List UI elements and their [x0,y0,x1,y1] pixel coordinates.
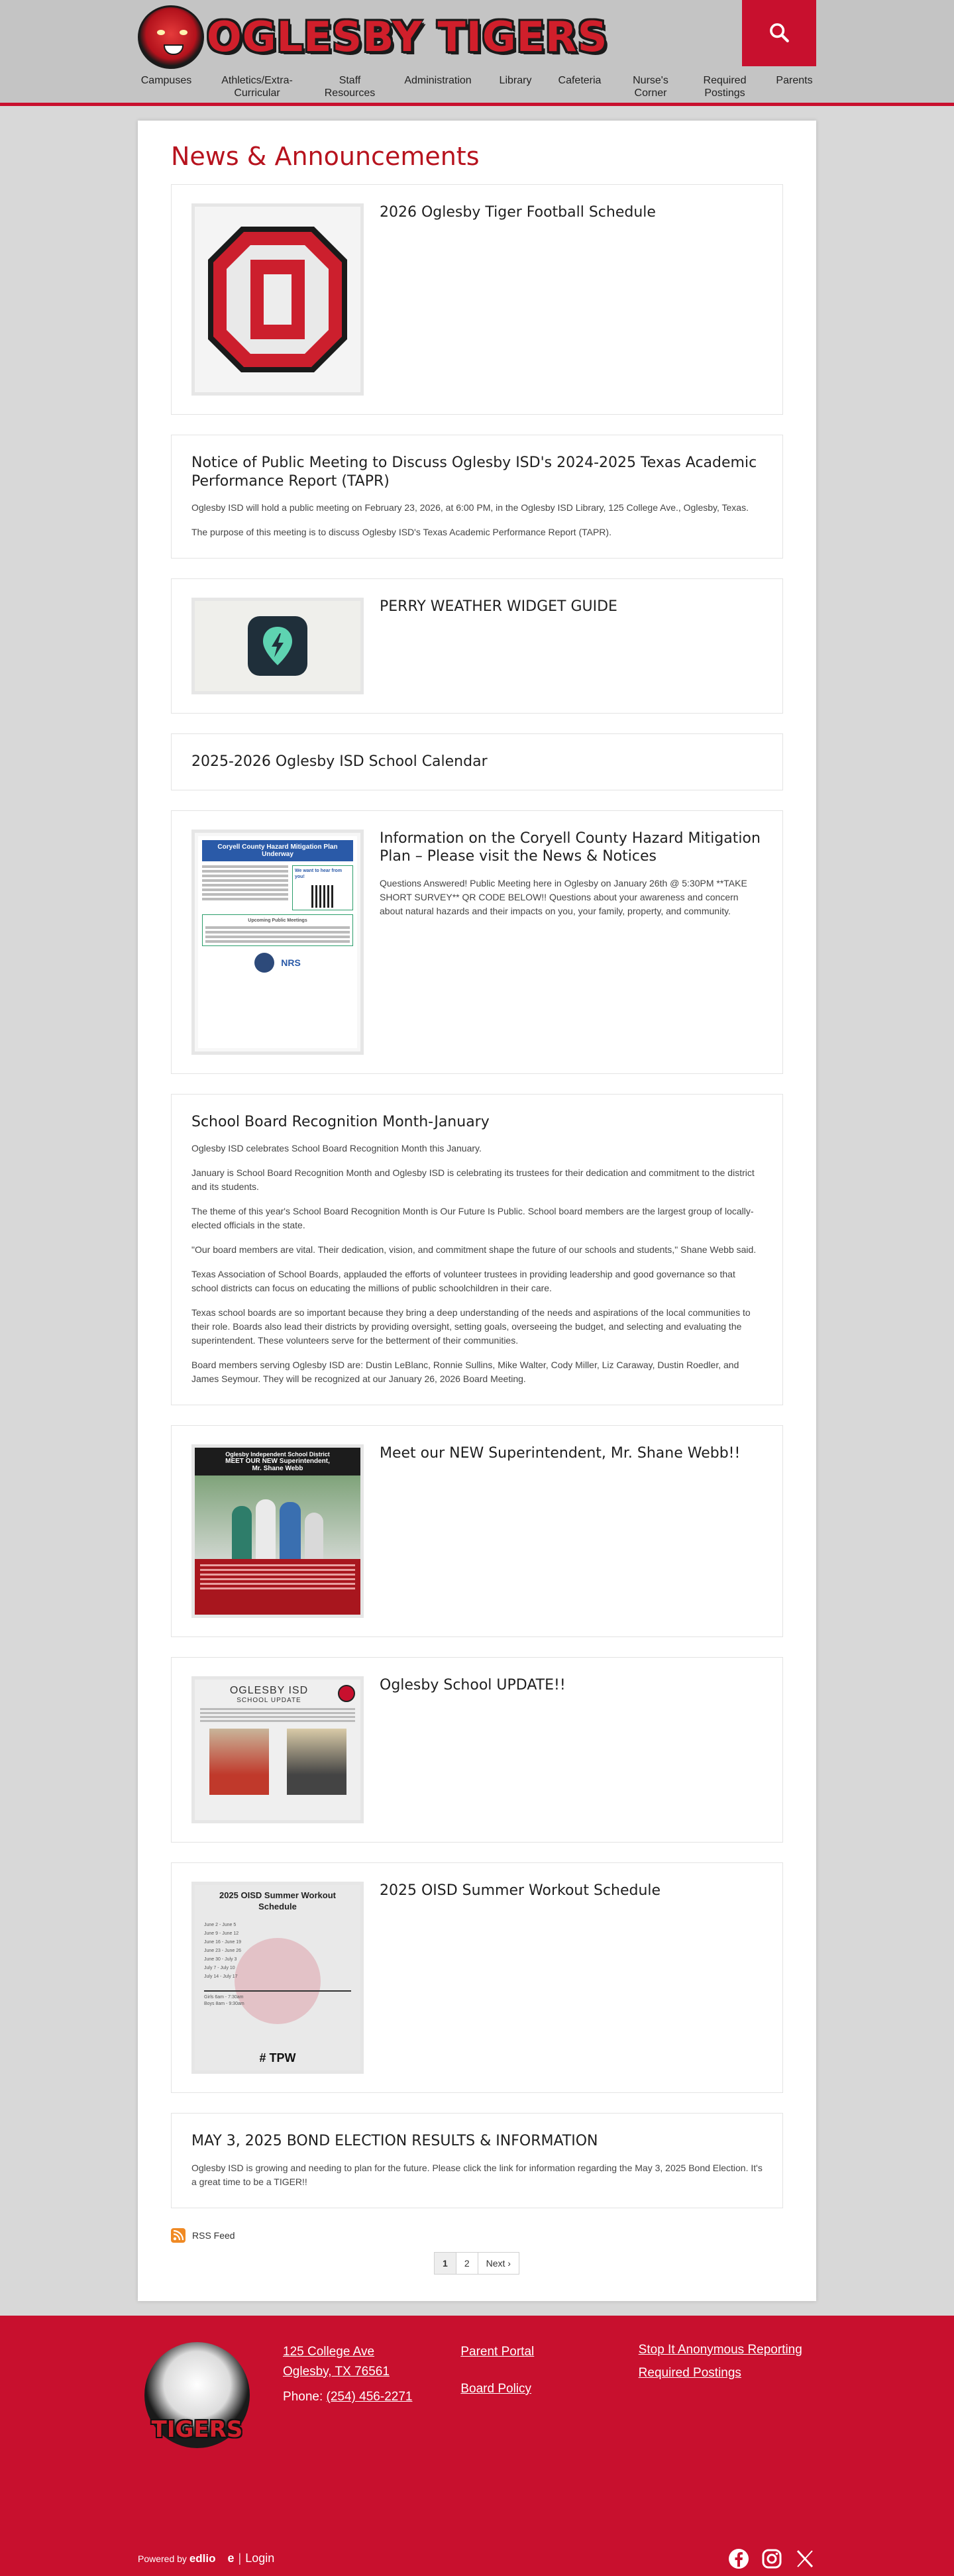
social-links [727,2548,816,2570]
edlio-brand: edlio [189,2551,216,2565]
news-paragraph: Questions Answered! Public Meeting here in Oglesby on January 26th @ 5:30PM **TAKE SHORT SURVEY** QR CODE BELOW!! Questions about your awareness and concern about natural hazards and their impacts on you, your family, property, and community. [380,877,747,916]
news-thumbnail[interactable] [191,203,364,396]
edlio-e-icon: e [227,2551,235,2565]
nav-campuses[interactable]: Campuses [140,75,192,86]
news-paragraph: The theme of this year's School Board Recognition Month is Our Future Is Public. School board members are the largest group of locally-elected officials in the state. [191,1206,754,1230]
update-line2: SCHOOL UPDATE [237,1697,301,1704]
news-item [171,2113,783,2208]
nav-cafeteria[interactable]: Cafeteria [558,75,602,86]
news-paragraph: The purpose of this meeting is to discuss Oglesby ISD's Texas Academic Performance Report (TAPR). [191,527,611,537]
superintendent-graphic [195,1448,360,1615]
news-paragraph: Texas school boards are so important because they bring a deep understanding of the needs and aspirations of the local communities to their role. Boards also lead their districts by providing oversight, setting goals, overseeing the budget, and selecting and evaluating the superintendent. These volunteers serve for the betterment of their communities. [191,1307,751,1346]
news-title[interactable]: Notice of Public Meeting to Discuss Oglesby ISD's 2024-2025 Texas Academic Performance Report (TAPR) [191,455,757,490]
news-paragraph: Oglesby ISD will hold a public meeting on February 23, 2026, at 6:00 PM, in the Oglesby ISD Library, 125 College Ave., Oglesby, Texas. [191,502,749,513]
perry-weather-app-icon [248,616,307,676]
workout-dates [204,1922,351,1980]
news-title[interactable]: Oglesby School UPDATE!! [380,1677,566,1693]
news-title[interactable]: School Board Recognition Month-January [191,1113,490,1130]
workout-hashtag: # TPW [259,2051,296,2065]
graphic-header [195,1448,360,1476]
workout-date: June 9 - June 12 [204,1931,239,1936]
family-photo [195,1476,360,1559]
workout-title: 2025 OISD Summer Workout Schedule [219,1890,337,1911]
news-title[interactable]: PERRY WEATHER WIDGET GUIDE [380,598,617,615]
news-item [171,733,783,790]
workout-date: June 23 - June 26 [204,1949,242,1954]
workout-date: June 30 - July 3 [204,1957,237,1962]
news-title[interactable]: 2026 Oglesby Tiger Football Schedule [380,204,656,221]
workout-date: June 2 - June 5 [204,1922,237,1927]
site-footer [0,2316,954,2576]
news-content [138,121,816,2301]
logo-text: OGLESBY TIGERS [207,13,608,61]
tiger-mascot-icon [338,1685,355,1702]
flyer-meetings-title: Upcoming Public Meetings [248,918,307,923]
phone-link[interactable]: (254) 456-2271 [326,2390,413,2404]
graphic-text-block [195,1559,360,1615]
page-2-link[interactable]: 2 [456,2252,478,2275]
parent-portal-link[interactable]: Parent Portal [460,2344,535,2359]
news-thumbnail[interactable] [191,598,364,694]
graphic-line3: Mr. Shane Webb [252,1465,303,1472]
footer-tiger-logo[interactable] [144,2342,250,2448]
pagination [171,2252,783,2275]
nav-required-postings[interactable]: Required Postings [703,75,747,99]
district-logo-link[interactable] [138,5,608,69]
update-heading [200,1685,338,1704]
nav-administration[interactable]: Administration [404,75,472,86]
page-title: News & Announcements [171,142,480,171]
county-seal-icon [254,953,274,973]
news-item [171,578,783,714]
news-paragraph: Oglesby ISD celebrates School Board Recognition Month this January. [191,1143,482,1154]
search-button[interactable] [742,0,816,66]
nav-parents[interactable]: Parents [776,75,813,86]
workout-times [204,1990,351,2006]
workout-schedule-graphic [195,1885,360,2070]
news-item [171,184,783,415]
news-item [171,1425,783,1637]
rss-feed-link[interactable] [171,2228,783,2243]
news-thumbnail[interactable] [191,1676,364,1823]
powered-label: Powered by [138,2553,187,2564]
update-photos [200,1729,355,1795]
graphic-line1: Oglesby Independent School District [225,1451,330,1458]
address-line1-link[interactable]: 125 College Ave [283,2344,375,2359]
news-item [171,1862,783,2093]
workout-date: July 14 - July 17 [204,1974,238,1980]
workout-date: June 16 - June 19 [204,1939,242,1945]
page-1-link[interactable]: 1 [434,2252,456,2275]
news-item [171,435,783,559]
workout-time: Boys 8am - 9:30am [204,2001,244,2006]
news-title[interactable]: 2025 OISD Summer Workout Schedule [380,1882,661,1899]
flyer-header: Coryell County Hazard Mitigation Plan Underway [202,840,353,861]
flyer-text-lines [202,865,288,910]
news-item [171,1657,783,1843]
nav-library[interactable]: Library [499,75,532,86]
site-header [0,0,954,106]
required-postings-link[interactable]: Required Postings [638,2366,741,2381]
search-icon [768,21,790,46]
footer-links-right [639,2342,816,2448]
address-line2-link[interactable]: Oglesby, TX 76561 [283,2364,390,2379]
board-policy-link[interactable]: Board Policy [460,2381,532,2396]
oglesby-o-logo-icon [201,220,354,379]
qr-code-icon [311,885,334,908]
rss-label: RSS Feed [192,2229,235,2241]
tiger-mascot-icon [138,5,204,69]
news-paragraph: January is School Board Recognition Month and Oglesby ISD is celebrating its trustees for their dedication and commitment to the district and its students. [191,1167,755,1192]
news-paragraph: "Our board members are vital. Their dedication, vision, and commitment shape the future of our schools and students," Shane Webb said. [191,1244,757,1255]
update-line1: OGLESBY ISD [229,1685,309,1696]
nav-nurses-corner[interactable]: Nurse's Corner [633,75,668,99]
workout-date: July 7 - July 10 [204,1966,235,1971]
rss-icon [171,2228,186,2243]
news-thumbnail[interactable] [191,830,364,1055]
workout-time: Girls 6am - 7:30am [204,1995,244,2000]
nav-athletics[interactable]: Athletics/Extra-Curricular [221,75,293,99]
news-thumbnail[interactable] [191,1882,364,2074]
news-item [171,1094,783,1406]
nav-staff-resources[interactable]: Staff Resources [324,75,376,99]
news-thumbnail[interactable] [191,1444,364,1618]
stop-it-reporting-link[interactable]: Stop It Anonymous Reporting [638,2342,802,2357]
news-title[interactable]: MAY 3, 2025 BOND ELECTION RESULTS & INFORMATION [191,2133,598,2149]
phone-label: Phone: [283,2390,323,2404]
footer-links-middle [460,2342,638,2448]
hazard-flyer [198,836,357,1048]
flyer-survey-box [292,865,353,910]
news-paragraph: Board members serving Oglesby ISD are: Dustin LeBlanc, Ronnie Sullins, Mike Walter, Cody Miller, Liz Caraway, Dustin Roedler, and James Seymour. They will be recognized at our January 26, 2026 Board Meeting. [191,1360,739,1384]
news-title[interactable]: Meet our NEW Superintendent, Mr. Shane Webb!! [380,1445,741,1462]
facebook-icon[interactable] [727,2548,750,2570]
news-title[interactable]: 2025-2026 Oglesby ISD School Calendar [191,753,488,770]
flyer-subheader: We want to hear from you! [295,868,343,879]
flyer-meetings-box [202,914,353,946]
nrs-logo: NRS [281,957,301,968]
school-update-graphic [195,1680,360,1820]
x-twitter-icon[interactable] [794,2548,816,2570]
graphic-line2: MEET OUR NEW Superintendent, [225,1458,330,1465]
news-paragraph: Oglesby ISD is growing and needing to plan for the future. Please click the link for information regarding the May 3, 2025 Bond Election. It's a great time to be a TIGER!! [191,2162,763,2187]
footer-contact [283,2342,460,2448]
next-page-link[interactable]: Next › [478,2252,519,2275]
login-link[interactable]: e | Login [227,2551,275,2565]
instagram-icon[interactable] [761,2548,783,2570]
news-item [171,810,783,1074]
powered-by-edlio-link[interactable] [138,2552,216,2565]
login-label: Login [245,2551,275,2565]
news-title[interactable]: Information on the Coryell County Hazard Mitigation Plan – Please visit the News & Notices [380,830,761,865]
footer-logo-text: TIGERS [151,2416,243,2443]
news-paragraph: Texas Association of School Boards, applauded the efforts of volunteer trustees in providing leadership and good governance so that school districts can focus on educating the millions of public schoolchildren in their care. [191,1269,735,1293]
main-nav [138,74,816,99]
